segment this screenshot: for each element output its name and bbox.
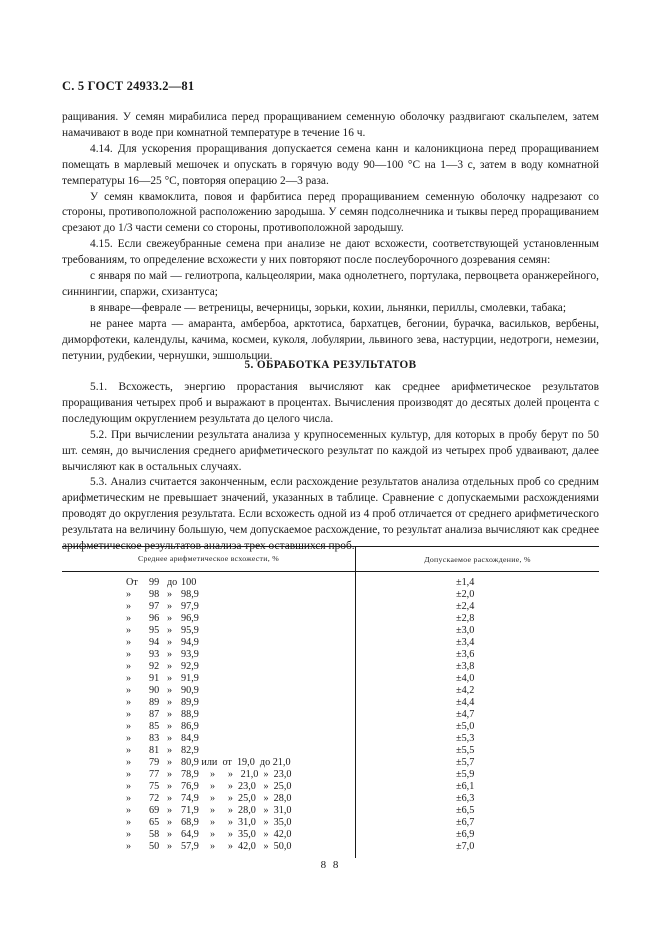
paragraph: в январе—феврале — ветреницы, вечерницы, зорьки, кохии, льнянки, периллы, смолевки, табака; [90,301,566,314]
column-header-tolerance: Допускаемое расхождение, % [424,554,531,564]
mean-range-cell: 95,9 [181,625,199,636]
mean-range-cell: От [126,577,138,588]
mean-range-cell: » [167,733,173,744]
tolerance-cell: ±1,4 [456,577,475,588]
mean-range-cell: » [167,757,173,768]
mean-range-cell: 89,9 [181,697,199,708]
mean-range-cell: » » 35,0 » 42,0 [210,829,292,840]
mean-range-cell: » [126,661,132,672]
mean-range-cell: » [167,841,173,852]
mean-range-cell: 94,9 [181,637,199,648]
mean-range-cell: 98,9 [181,589,199,600]
mean-range-cell: 97,9 [181,601,199,612]
mean-range-cell: 79 [149,757,160,768]
tolerance-cell: ±3,6 [456,649,475,660]
tolerance-cell: ±4,4 [456,697,475,708]
paragraph: 5.1. Всхожесть, энергию прорастания вычисляют как среднее арифметическое результатов проращивания четырех проб и выражают в процентах. Вычисления производят до десятых долей процента с последующим округлением результата до целого числа. [62,381,599,425]
mean-range-cell: » [126,805,132,816]
table-row [62,721,599,733]
mean-range-cell: » [167,817,173,828]
mean-range-cell: » [126,829,132,840]
mean-range-cell: » [126,841,132,852]
mean-range-cell: » [126,709,132,720]
tolerance-cell: ±6,7 [456,817,475,828]
mean-range-cell: » [167,613,173,624]
tolerance-cell: ±2,0 [456,589,475,600]
mean-range-cell: » [126,589,132,600]
tolerance-cell: ±4,7 [456,709,475,720]
mean-range-cell: » [167,781,173,792]
mean-range-cell: » » 31,0 » 35,0 [210,817,292,828]
mean-range-cell: » [167,685,173,696]
mean-range-cell: 95 [149,625,160,636]
mean-range-cell: » [126,697,132,708]
tolerance-cell: ±4,2 [456,685,475,696]
table-row [62,817,599,829]
column-header-mean: Среднее арифметическое всхожести, % [62,547,356,571]
paragraph: ращивания. У семян мирабилиса перед проращиванием семенную оболочку раздвигают скальпелем, затем намачивают в воде при комнатной температуре в течение 16 ч. [62,111,599,139]
body-text-bottom [62,380,599,555]
paragraph: 5.3. Анализ считается законченным, если расхождение результатов анализа отдельных проб со средним арифметическим не превышает значений, указанных в таблице. Сравнение с допускаемыми расхождениями проводят до округления результата. Если всхожесть одной из 4 проб отличается от среднего арифметического результата на величину большую, чем допускаемое расхождение, то результат анализа вычисляют как среднее арифметическое результатов анализа трех оставшихся проб. [62,476,599,553]
mean-range-cell: » [167,721,173,732]
body-text-top [62,110,599,365]
mean-range-cell: » » 21,0 » 23,0 [210,769,292,780]
mean-range-cell: 88,9 [181,709,199,720]
mean-range-cell: 90 [149,685,160,696]
tolerance-cell: ±5,7 [456,757,475,768]
table-row [62,637,599,649]
mean-range-cell: » [126,793,132,804]
table-row [62,805,599,817]
table-row [62,613,599,625]
mean-range-cell: 68,9 [181,817,199,828]
table-row [62,757,599,769]
section-title: 5. ОБРАБОТКА РЕЗУЛЬТАТОВ [244,359,417,371]
tolerance-cell: ±6,9 [456,829,475,840]
mean-range-cell: 78,9 [181,769,199,780]
tolerance-cell: ±3,8 [456,661,475,672]
mean-range-cell: 71,9 [181,805,199,816]
paragraph: 4.14. Для ускорения проращивания допускается семена канн и калоникциона перед проращиванием помещать в марлевый мешочек и опускать в горячую воду 90—100 °С на 1—3 с, затем в воду комнатной температуры 16—25 °С, повторяя операцию 2—3 раза. [62,142,599,187]
table-body [62,572,599,858]
mean-range-cell: 96,9 [181,613,199,624]
mean-range-cell: » [126,745,132,756]
mean-range-cell: » [167,769,173,780]
mean-range-cell: » [167,661,173,672]
tolerance-table [62,546,599,858]
mean-range-cell: 91 [149,673,160,684]
table-row [62,793,599,805]
mean-range-cell: 65 [149,817,160,828]
table-row [62,673,599,685]
mean-range-cell: » [167,805,173,816]
tolerance-cell: ±5,3 [456,733,475,744]
mean-range-cell: 82,9 [181,745,199,756]
mean-range-cell: » [167,709,173,720]
mean-range-cell: 83 [149,733,160,744]
mean-range-cell: 92 [149,661,160,672]
tolerance-cell: ±7,0 [456,841,475,852]
table-row [62,625,599,637]
mean-range-cell: » [126,733,132,744]
mean-range-cell: » [126,601,132,612]
table-row [62,589,599,601]
table-row [62,649,599,661]
mean-range-cell: » [167,625,173,636]
mean-range-cell: » » 42,0 » 50,0 [210,841,292,852]
tolerance-cell: ±5,9 [456,769,475,780]
paragraph: 5.2. При вычислении результата анализа у крупносеменных культур, для которых в пробу берут по 50 шт. семян, до вычисления среднего арифметического результат по каждой из четырех проб удваивают, далее вычисляют как в остальных случаях. [62,428,599,473]
mean-range-cell: 85 [149,721,160,732]
mean-range-cell: » [167,745,173,756]
mean-range-cell: 98 [149,589,160,600]
mean-range-cell: 74,9 [181,793,199,804]
paragraph: 4.15. Если свежеубранные семена при анализе не дают всхожести, соответствующей установленным требованиям, то определение всхожести у них повторяют после послеуборочного дозревания семян: [62,238,599,267]
mean-range-cell: » » 23,0 » 25,0 [210,781,292,792]
mean-range-cell: 84,9 [181,733,199,744]
mean-range-cell: 77 [149,769,160,780]
mean-range-cell: » [167,697,173,708]
mean-range-cell: » [126,721,132,732]
table-row [62,781,599,793]
mean-range-cell: 96 [149,613,160,624]
mean-range-cell: » [126,781,132,792]
tolerance-cell: ±3,4 [456,637,475,648]
mean-range-cell: » [167,649,173,660]
mean-range-cell: 64,9 [181,829,199,840]
mean-range-cell: » [126,817,132,828]
table-row [62,661,599,673]
tolerance-cell: ±6,1 [456,781,475,792]
page-number: 8 8 [320,859,341,871]
table-row [62,577,599,589]
table-row [62,745,599,757]
mean-range-cell: 58 [149,829,160,840]
paragraph: с января по май — гелиотропа, кальцеолярии, мака однолетнего, портулака, первоцвета оранжерейного, синнингии, спаржи, схизантуса; [62,270,599,298]
mean-range-cell: 90,9 [181,685,199,696]
tolerance-cell: ±4,0 [456,673,475,684]
table-row [62,697,599,709]
tolerance-cell: ±3,0 [456,625,475,636]
mean-range-cell: 81 [149,745,160,756]
mean-range-cell: 89 [149,697,160,708]
table-row [62,685,599,697]
mean-range-cell: 69 [149,805,160,816]
tolerance-cell: ±5,5 [456,745,475,756]
mean-range-cell: » [126,649,132,660]
mean-range-cell: » [167,793,173,804]
table-row [62,709,599,721]
mean-range-cell: 57,9 [181,841,199,852]
table-row [62,769,599,781]
mean-range-cell: » [167,589,173,600]
mean-range-cell: » [167,673,173,684]
paragraph: У семян квамоклита, повоя и фарбитиса перед проращиванием семенную оболочку надрезают со стороны, противоположной расположению зародыша. У семян подсолнечника и тыквы перед проращиванием срезают до 1/3 части семени со стороны, противоположной зародышу. [62,190,599,235]
mean-range-cell: » [126,769,132,780]
table-row [62,829,599,841]
mean-range-cell: до [167,577,178,588]
mean-range-cell: » [167,829,173,840]
mean-range-cell: 97 [149,601,160,612]
paragraph: не ранее марта — амаранта, амбербоа, арктотиса, бархатцев, бегонии, бурачка, васильков, вербены, диморфотеки, календулы, качима, космеи, куколя, лобулярии, львиного зева, настурции, недотроги, немезии, петунии, рудбекии, чернушки, эшшольции. [62,317,599,362]
mean-range-cell: » [126,613,132,624]
mean-range-cell: 92,9 [181,661,199,672]
mean-range-cell: 99 [149,577,160,588]
mean-range-cell: 75 [149,781,160,792]
page-header: С. 5 ГОСТ 24933.2—81 [62,79,195,93]
mean-range-cell: » [126,637,132,648]
mean-range-cell: 72 [149,793,160,804]
mean-range-cell: 93,9 [181,649,199,660]
table-row [62,733,599,745]
mean-range-cell: » [126,625,132,636]
table-header [62,547,599,572]
tolerance-cell: ±5,0 [456,721,475,732]
tolerance-cell: ±6,3 [456,793,475,804]
mean-range-cell: » » 25,0 » 28,0 [210,793,292,804]
tolerance-cell: ±2,8 [456,613,475,624]
mean-range-cell: » [126,673,132,684]
mean-range-cell: » [167,637,173,648]
mean-range-cell: 94 [149,637,160,648]
mean-range-cell: » [126,757,132,768]
mean-range-cell: 86,9 [181,721,199,732]
mean-range-cell: » [126,685,132,696]
mean-range-cell: 87 [149,709,160,720]
mean-range-cell: 50 [149,841,160,852]
mean-range-cell: 93 [149,649,160,660]
mean-range-cell: 91,9 [181,673,199,684]
mean-range-cell: 80,9 или от 19,0 до 21,0 [181,757,291,768]
tolerance-cell: ±6,5 [456,805,475,816]
table-row [62,841,599,853]
mean-range-cell: 76,9 [181,781,199,792]
table-row [62,601,599,613]
mean-range-cell: » » 28,0 » 31,0 [210,805,292,816]
mean-range-cell: 100 [181,577,197,588]
mean-range-cell: » [167,601,173,612]
tolerance-cell: ±2,4 [456,601,475,612]
